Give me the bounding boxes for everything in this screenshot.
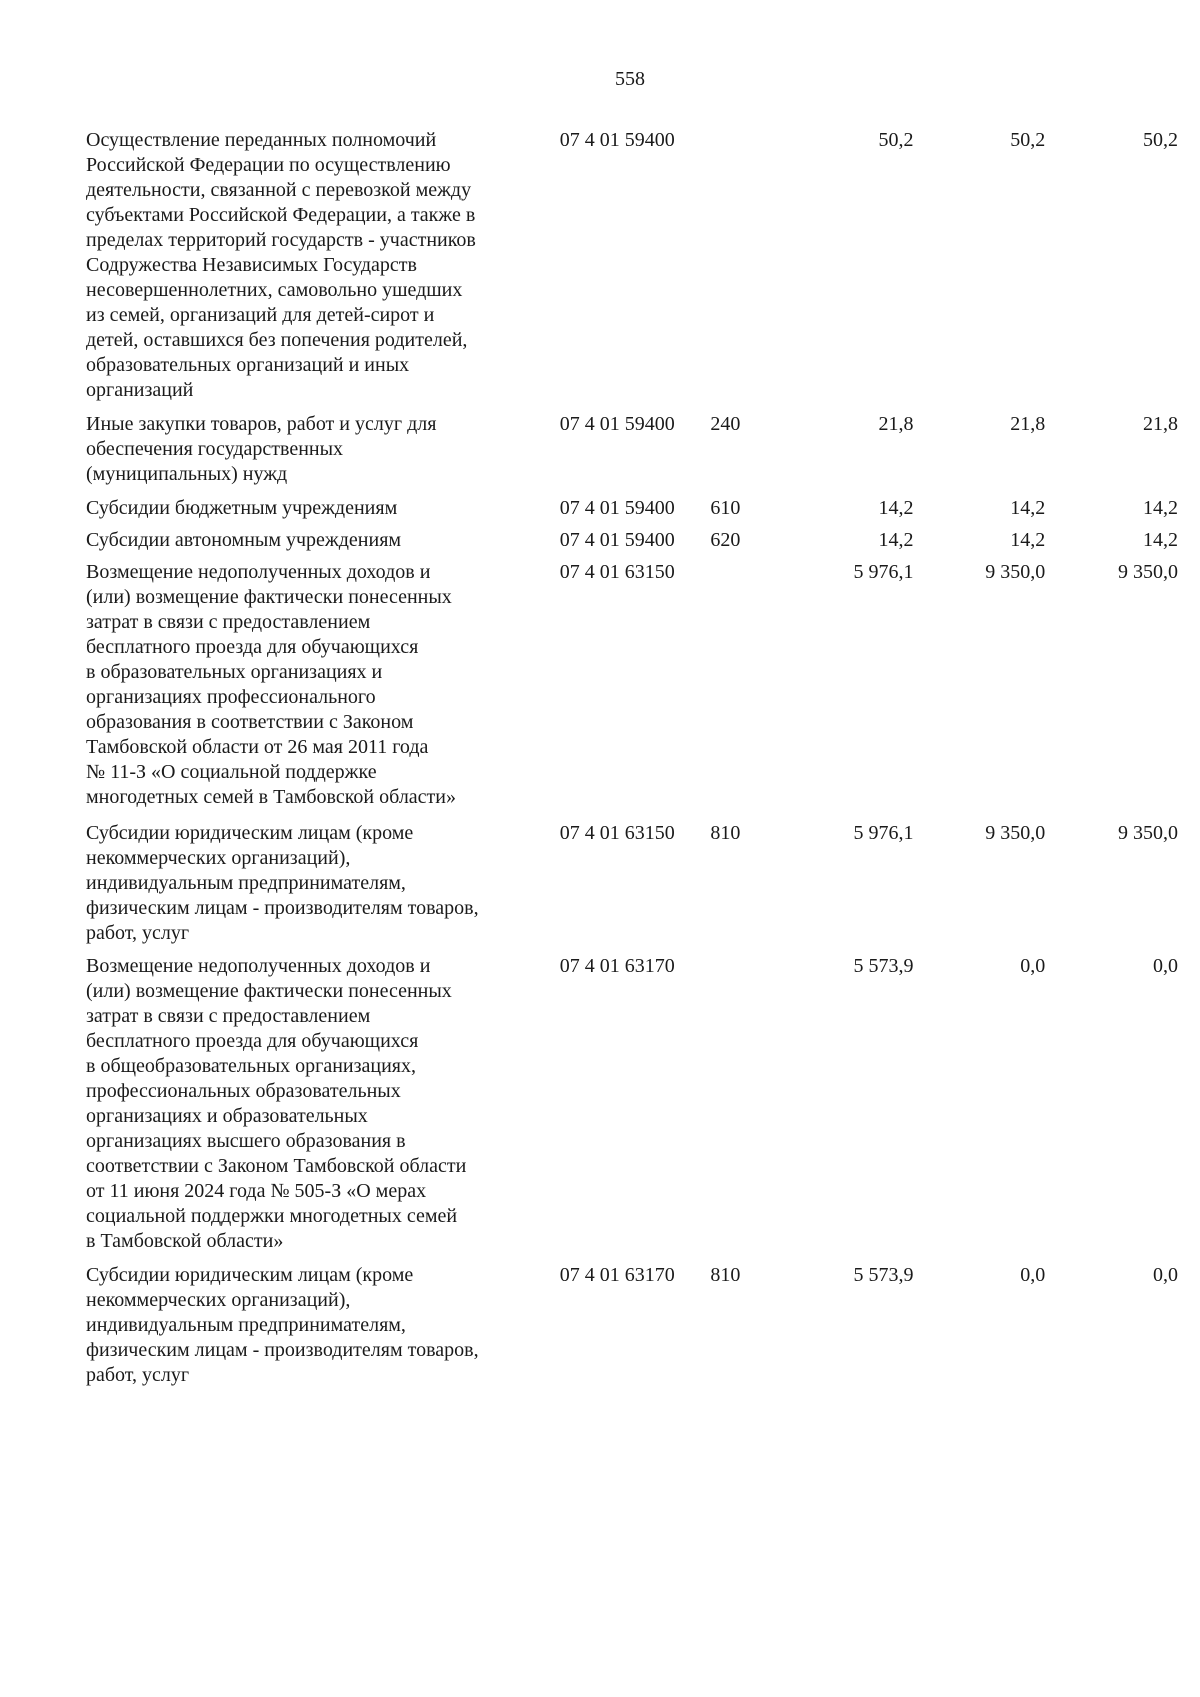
row-name: Возмещение недополученных доходов и (или) возмещение фактически понесенных затрат в связи с предоставлением бесплатного проезда для обучающихся в образовательных организациях и организациях профессионального образования в соответствии с Законом Тамбовской области от 26 мая 2011 года № 11-З «О социальной поддержке многодетных семей в Тамбовской области» — [86, 561, 456, 808]
row-value-1: 14,2 — [878, 497, 914, 519]
table-row — [86, 1263, 1178, 1388]
row-value-1: 5 976,1 — [853, 561, 914, 583]
row-value-3: 14,2 — [1142, 529, 1178, 551]
row-value-2: 9 350,0 — [985, 561, 1046, 583]
row-code: 07 4 01 59400 — [559, 413, 675, 435]
table-row — [86, 496, 1178, 521]
table-row — [86, 560, 1178, 810]
row-value-3: 21,8 — [1142, 413, 1178, 435]
row-value-3: 0,0 — [1152, 1264, 1178, 1286]
row-value-3: 14,2 — [1142, 497, 1178, 519]
row-value-3: 50,2 — [1142, 129, 1178, 151]
row-value-3: 9 350,0 — [1117, 561, 1178, 583]
page-number: 558 — [615, 68, 645, 90]
row-expense-type: 620 — [710, 529, 741, 551]
row-value-2: 0,0 — [1020, 955, 1046, 977]
row-value-2: 21,8 — [1010, 413, 1046, 435]
row-value-2: 50,2 — [1010, 129, 1046, 151]
row-value-1: 50,2 — [878, 129, 914, 151]
row-code: 07 4 01 59400 — [559, 129, 675, 151]
row-value-1: 5 573,9 — [853, 955, 914, 977]
table-row — [86, 128, 1178, 403]
table-row — [86, 821, 1178, 946]
row-name: Субсидии юридическим лицам (кроме некоммерческих организаций), индивидуальным предпринимателям, физическим лицам - производителям товаров, работ, услуг — [86, 822, 479, 944]
row-value-2: 9 350,0 — [985, 822, 1046, 844]
row-value-3: 0,0 — [1152, 955, 1178, 977]
row-value-2: 14,2 — [1010, 529, 1046, 551]
row-expense-type: 810 — [710, 822, 741, 844]
row-name: Иные закупки товаров, работ и услуг для обеспечения государственных (муниципальных) нужд — [86, 413, 437, 485]
row-code: 07 4 01 63170 — [559, 955, 675, 977]
row-value-1: 21,8 — [878, 413, 914, 435]
row-code: 07 4 01 59400 — [559, 497, 675, 519]
table-row — [86, 954, 1178, 1254]
table-row — [86, 412, 1178, 487]
row-name: Субсидии юридическим лицам (кроме некоммерческих организаций), индивидуальным предпринимателям, физическим лицам - производителям товаров, работ, услуг — [86, 1264, 479, 1386]
row-name: Субсидии бюджетным учреждениям — [86, 497, 398, 519]
row-code: 07 4 01 63150 — [559, 561, 675, 583]
budget-table — [86, 128, 1178, 1388]
row-expense-type: 240 — [710, 413, 741, 435]
row-code: 07 4 01 59400 — [559, 529, 675, 551]
row-name: Субсидии автономным учреждениям — [86, 529, 402, 551]
row-value-3: 9 350,0 — [1117, 822, 1178, 844]
row-value-1: 5 976,1 — [853, 822, 914, 844]
row-code: 07 4 01 63150 — [559, 822, 675, 844]
row-value-2: 14,2 — [1010, 497, 1046, 519]
row-value-1: 5 573,9 — [853, 1264, 914, 1286]
row-expense-type: 810 — [710, 1264, 741, 1286]
row-name: Осуществление переданных полномочий Российской Федерации по осуществлению деятельности, связанной с перевозкой между субъектами Российской Федерации, а также в пределах территорий государств - участников Содружества Независимых Государств несовершеннолетних, самовольно ушедших из семей, организаций для детей-сирот и детей, оставшихся без попечения родителей, образовательных организаций и иных организаций — [86, 129, 476, 401]
row-value-1: 14,2 — [878, 529, 914, 551]
row-name: Возмещение недополученных доходов и (или) возмещение фактически понесенных затрат в связи с предоставлением бесплатного проезда для обучающихся в общеобразовательных организациях, профессиональных образовательных организациях и образовательных организациях высшего образования в соответствии с Законом Тамбовской области от 11 июня 2024 года № 505-З «О мерах социальной поддержки многодетных семей в Тамбовской области» — [86, 955, 467, 1252]
row-code: 07 4 01 63170 — [559, 1264, 675, 1286]
row-expense-type: 610 — [710, 497, 741, 519]
row-value-2: 0,0 — [1020, 1264, 1046, 1286]
table-row — [86, 528, 1178, 553]
